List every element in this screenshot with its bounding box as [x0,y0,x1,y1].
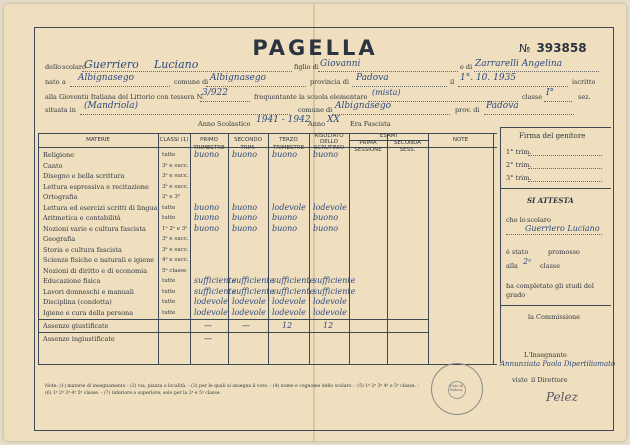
grade-value: sufficiente [194,286,237,296]
scolaro-attesta-label: scolaro [527,216,551,224]
assenze-value: 12 [323,321,334,330]
prov2-value: Padova [486,101,519,111]
gioventu-label: alla Gioventù Italiana del Littorio con tessera N. [45,93,204,101]
insegnante-signature: Annunziata Paola Dipertiliamato [500,360,616,368]
prov-label: prov. di [455,106,480,114]
era-value: XX [327,115,340,125]
attesta-student-name: Guerriero Luciano [525,224,600,233]
grade-value: lodevole [232,297,266,306]
dotted-line [82,71,292,72]
dotted-line [484,114,574,115]
grade-value: lodevole [272,297,306,306]
subject-label: Lettura ed esercizi scritti di lingua [43,203,158,212]
promosso-label: promosso [548,248,580,256]
grade-value: sufficiente [313,286,356,296]
grades-table [38,133,497,364]
grade-value: buono [272,223,298,233]
assenze-ingiustificate-label: Assenze ingiustificate [43,335,115,343]
header-terzo-trimestre: TERZO TRIMESTRE [272,137,305,151]
grade-value: buono [194,213,220,222]
assenze-value: 12 [282,321,293,330]
provincia-value: Padova [356,73,389,83]
header-primo-trimestre: PRIMO TRIMESTRE [193,137,225,151]
dotted-line [528,155,602,156]
era-fascista-label: Era Fascista [350,120,391,128]
che-lo-label: che lo [506,216,526,224]
dotted-line [528,181,602,182]
grade-value: buono [313,213,339,222]
classi-value: 3ᵃ e succ. [162,162,189,169]
firma-genitore-title: Firma del genitore [519,132,586,140]
grade-value: lodevole [313,307,347,317]
header-secondo-trimestre: SECONDO TRIM. [234,137,262,151]
classi-value: tutte [162,215,176,221]
visto-label: visto [512,376,528,384]
student-surname: Guerriero [84,58,139,71]
trim1-label: 1° trim. [506,148,532,156]
subject-label: Scienze fisiche e naturali e igiene [43,256,155,264]
il-label: il [450,78,455,86]
dotted-line [200,101,250,102]
classe-value: I° [546,88,555,98]
classi-value: 3ᵃ e succ. [162,183,189,190]
dotted-line [206,86,306,87]
dotted-line [352,86,447,87]
assenze-value: — [204,334,212,343]
grade-value: buono [194,223,220,233]
grade-value: lodevole [194,307,228,317]
right-column-border [500,127,611,128]
grade-value: buono [232,223,258,233]
direttore-signature: Pelez [546,390,578,404]
dello-label: dello [45,63,62,71]
grade-value: lodevole [194,297,228,306]
table-column-line [309,133,310,364]
comune2-value: Albignasego [335,101,392,111]
table-column-line [38,133,39,364]
grade-value: sufficiente [272,286,315,296]
situata-label: situata in [45,106,76,114]
school-type: (mista) [372,88,401,97]
classi-value: 4ᵃ e succ. [162,257,189,263]
grade-value: buono [194,150,220,159]
header-classi: CLASSI (1) [159,137,189,143]
dotted-line [544,101,572,102]
grade-value: sufficiente [194,276,237,285]
dotted-line [70,86,170,87]
iscritto-label: iscritto [572,78,596,86]
subject-label: Nozioni di diritto e di economia [43,266,148,275]
classi-value: tutte [162,309,176,316]
grade-value: lodevole [272,307,306,317]
grade-value: buono [313,150,339,159]
dotted-line [318,71,458,72]
next-class: 2ᵃ [523,257,532,266]
assenze-divider [38,319,428,320]
classe-word: classe [540,262,561,270]
assenze-giustificate-label: Assenze giustificate [43,322,109,330]
situata-value: (Mandriola) [84,101,139,111]
provincia-label: provincia di [310,78,350,86]
subject-label: Ortografia [43,193,78,201]
header-esami: ESAMI [379,133,398,139]
nato-a-label: a [62,78,66,86]
father-name: Giovanni [320,59,361,69]
subject-label: Nozioni varie e cultura fascista [43,224,146,233]
header-note: NOTE [452,137,469,143]
subject-label: Lavori donneschi e manuali [43,287,134,296]
grade-value: buono [232,202,258,212]
madre-label: e di [460,63,473,71]
section-divider [500,305,611,306]
classe-label: classe [522,93,543,101]
section-divider [500,188,611,189]
grade-value: buono [272,150,298,159]
scolaro-label: scolaro [62,63,86,71]
frequentante-label: frequentante la scuola elementare [254,93,368,101]
right-column-border [500,127,501,363]
table-column-line [349,133,350,364]
classi-value: tutte [162,278,176,284]
anno-scolastico-value: 1941 - 1942 [256,115,311,125]
header-prima-sessione: PRIMA SESSIONE [354,140,382,153]
classi-value: tutte [162,299,176,305]
grade-value: buono [232,213,258,222]
assenze-value: — [204,321,212,330]
insegnante-label: L'Insegnante [524,351,567,359]
serial-number: № 393858 [519,41,587,55]
table-column-line [190,133,191,364]
subject-label: Disciplina (condotta) [43,298,112,306]
document-title: PAGELLA [252,36,378,60]
header-seconda-sessione: SECONDA SESS. [393,140,422,153]
grade-value: lodevole [313,202,347,212]
grade-value: sufficiente [272,276,315,285]
footnote-text: Note: (1) materie di insegnamento - (2) via, piazza o località. - (3) per le quali si assegna il voto. - (4) nome e cognome dello scolaro. - (5) 1ᵃ 2ᵃ 3ᵃ 4ᵃ e 5ᵃ classe. - (6) 1ᵃ 2ᵃ 3ᵃ 4ᵃ 5ᵃ classe. - (7) inferiore o superiore, solo per la 3ᵃ e 5ᵃ classe. [45,384,419,396]
dotted-line [474,71,599,72]
trim3-label: 3° trim. [506,174,532,182]
table-column-line [428,133,429,364]
grade-value: buono [232,150,258,159]
dotted-line [506,234,602,235]
subject-label: Religione [43,151,75,159]
grade-value: lodevole [232,307,266,317]
table-column-line [493,133,494,364]
anno-scolastico-label: Anno Scolastico [198,120,251,128]
subject-label: Disegno e bella scrittura [43,172,125,180]
grade-value: lodevole [313,297,347,306]
si-attesta-title: SI ATTESTA [527,196,574,205]
subject-label: Lettura espressiva e recitazione [43,182,149,191]
subject-label: Educazione fisica [43,277,101,285]
direttore-label: il Direttore [531,376,568,384]
mother-name: Zarrarelli Angelina [475,59,563,69]
table-column-line [387,133,388,364]
assenze-value: — [242,321,250,330]
student-name: Luciano [154,58,199,71]
anno-label: Anno [308,120,325,128]
table-column-line [268,133,269,364]
grade-value: sufficiente [313,276,356,285]
table-border [38,364,497,365]
comune2-label: comune di [298,106,333,114]
classi-value: 2ᵃ e 3ᵃ [162,194,180,200]
classi-value: tutte [162,204,176,211]
dotted-line [458,86,568,87]
classi-value: tutte [162,152,176,158]
dotted-line [528,168,602,169]
subject-label: Geografia [43,235,76,243]
classi-value: tutte [162,288,176,295]
classi-value: 3ᵃ e succ. [162,236,189,242]
birthplace: Albignasego [78,73,135,83]
subject-label: Igiene e cura della persona [43,308,134,317]
dotted-line [332,114,450,115]
table-column-line [158,133,159,364]
header-risultato: RISULTATO DELLO SCRUTINIO [313,133,345,151]
assenze-divider [38,332,428,333]
classi-value: 3ᵃ e succ. [162,173,189,179]
nato-label: nato [45,78,60,86]
tessera-number: 3/922 [202,88,228,98]
sez-label: sez. [578,93,591,101]
grade-value: buono [272,213,298,222]
comune-label: comune di [174,78,209,86]
subject-label: Storia e cultura fascista [43,245,122,254]
classi-value: 3ᵃ e succ. [162,246,189,253]
stamp-text: Stato di Padova [449,384,463,392]
grade-value: sufficiente [232,286,275,296]
birth-date: 1°. 10. 1935 [460,73,517,83]
subject-label: Canto [43,161,63,170]
grade-value: sufficiente [232,276,275,285]
alla-label: alla [506,262,518,270]
header-materie: MATERIE [86,137,110,143]
grade-value: lodevole [272,202,306,212]
e-stato-label: è stato [506,248,529,256]
subject-label: Aritmetica e contabilità [43,214,121,222]
commissione-label: la Commissione [528,313,581,321]
comune-value: Albignasego [210,73,267,83]
table-column-line [228,133,229,364]
figlio-label: figlio di [294,63,319,71]
grade-value: buono [194,202,220,212]
grade-value: buono [313,223,339,233]
completato-label: ha completato gli studi del grado [506,282,594,299]
trim2-label: 2° trim. [506,161,532,169]
classi-value: 1ᵃ 2ᵃ e 3ᵃ [162,225,188,232]
classi-value: 5ᵃ classe [162,267,187,274]
